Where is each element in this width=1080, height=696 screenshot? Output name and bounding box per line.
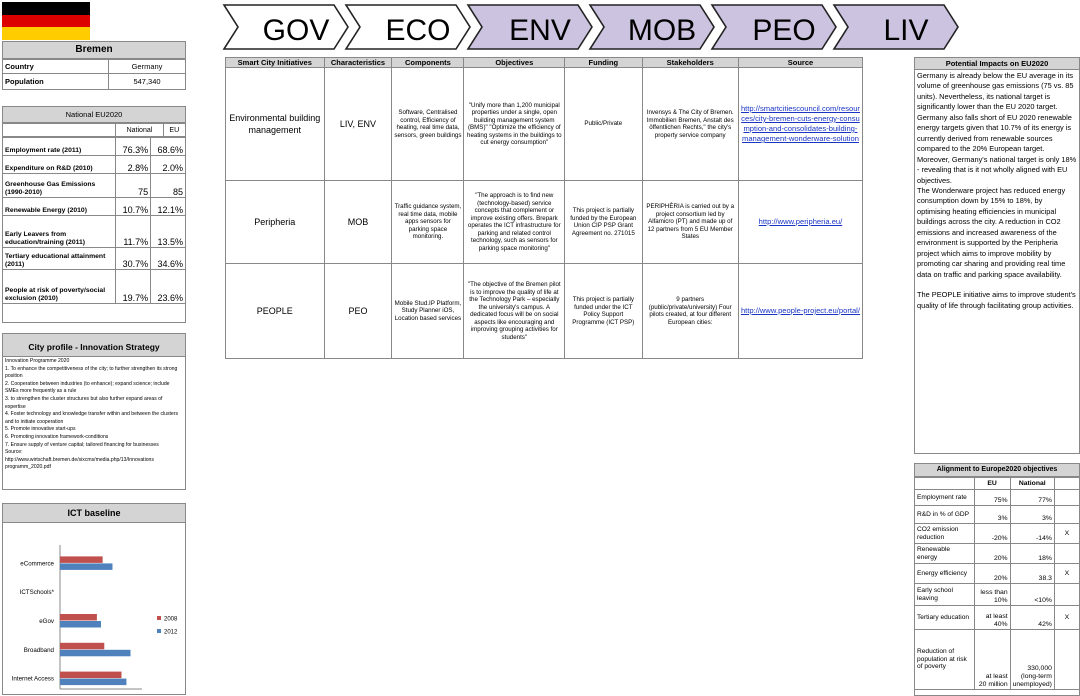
national-value: 30.7% xyxy=(116,248,151,270)
gap-mark xyxy=(1054,490,1079,506)
eu-value: 13.5% xyxy=(151,216,185,248)
country-value: Germany xyxy=(109,60,185,74)
arrow-label-eco: ECO xyxy=(385,14,451,47)
bar-2012 xyxy=(60,621,101,628)
city-table xyxy=(3,59,185,89)
legend-swatch-2008 xyxy=(157,616,161,620)
category-label: eGov xyxy=(39,618,54,625)
impacts-panel xyxy=(914,57,1080,454)
funding: Public/Private xyxy=(565,68,642,181)
national-eu2020-row xyxy=(3,216,185,248)
alignment-row xyxy=(915,506,1079,524)
characteristics: PEO xyxy=(324,264,392,359)
bar-2008 xyxy=(60,614,97,621)
alignment-row xyxy=(915,606,1079,630)
city-profile-text xyxy=(3,357,185,473)
national-target: 18% xyxy=(1010,544,1054,564)
national-eu2020-panel xyxy=(2,106,186,323)
align-col-eu: EU xyxy=(974,478,1010,490)
column-header: Smart City Initiatives xyxy=(226,58,325,68)
col-eu: EU xyxy=(163,124,185,137)
city-profile-title: City profile - Innovation Strategy xyxy=(3,334,185,357)
eu-target: 3% xyxy=(974,506,1010,524)
objective-label: Tertiary education xyxy=(915,606,974,630)
funding: This project is partially funded by the European Union CIP PSP Grant Agreement no. 271015 xyxy=(565,181,642,264)
alignment-row xyxy=(915,490,1079,506)
objective-label: Renewable energy xyxy=(915,544,974,564)
align-header-blank xyxy=(915,478,974,490)
category-label: eCommerce xyxy=(20,560,54,568)
objective-label: Reduction of population at risk of poverty xyxy=(915,630,974,690)
eu-value: 68.6% xyxy=(151,138,185,156)
stakeholders: 9 partners (public/private/university) Four pilots created, at four different European cities: xyxy=(642,264,738,359)
arrow-label-liv: LIV xyxy=(883,14,929,47)
objective-label: R&D in % of GDP xyxy=(915,506,974,524)
gap-mark: X xyxy=(1054,606,1079,630)
national-eu2020-row xyxy=(3,156,185,174)
impacts-title: Potential Impacts on EU2020 xyxy=(915,58,1079,70)
national-target: -14% xyxy=(1010,524,1054,544)
national-eu2020-row xyxy=(3,270,185,304)
profile-line: 1. To enhance the competitiveness of the city; to further strengthen its strong position xyxy=(5,365,178,380)
profile-line: 7. Ensure supply of venture capital; tailored financing for businesses xyxy=(5,441,159,448)
funding: This project is partially funded under the ICT Policy Support Programme (ICT PSP) xyxy=(565,264,642,359)
arrow-label-peo: PEO xyxy=(752,14,816,47)
city-panel xyxy=(2,41,186,90)
source-cell xyxy=(738,68,862,181)
bar-2012 xyxy=(60,650,131,657)
components: Traffic guidance system, real time data, mobile apps sensors for parking space monitoring. xyxy=(392,181,464,264)
national-target: 330,000 (long-term unemployed) xyxy=(1010,630,1054,690)
indicator-label: Employment rate (2011) xyxy=(3,138,116,156)
profile-line: http://www.wirtschaft.bremen.de/sixcms/media.php/13/Innovations programm_2020.pdf xyxy=(5,456,154,471)
components: Software, Centralised control, Efficiency of heating, real time data, sensors, green buildings xyxy=(392,68,464,181)
eu-value: 2.0% xyxy=(151,156,185,174)
germany-flag xyxy=(2,2,90,40)
column-header: Source xyxy=(738,58,862,68)
impact-paragraph: Germany is already below the EU average in its volume of greenhouse gas emissions (75 vs. 85 units). Nevertheless, its national target is significantly lower than the EU 2020 target. Germany also falls short of EU 2020 renewable energy targets given that 10.7% of its energy is currently derived from renewable sources compared to the 20% European target. Moreover, Germany's national target is only 18% - revealing that is it not wholly aligned with EU objectives. xyxy=(917,71,1077,185)
national-eu2020-row xyxy=(3,138,185,156)
category-label: Broadband xyxy=(23,646,54,654)
components: Mobile Stud.IP Platform, Study Planner iOS, Location based services xyxy=(392,264,464,359)
ict-baseline-panel xyxy=(2,503,186,695)
eu-target: 20% xyxy=(974,564,1010,584)
category-label: ICTSchools* xyxy=(19,589,54,597)
national-target: 38.3 xyxy=(1010,564,1054,584)
national-target: 42% xyxy=(1010,606,1054,630)
eu-target: at least 40% xyxy=(974,606,1010,630)
initiative-name: Environmental building management xyxy=(226,68,325,181)
bar-2008 xyxy=(60,643,104,650)
profile-line: 2. Cooperation between industries (to enhance); expand science; include SMEs more frequently as a rule xyxy=(5,380,170,395)
national-eu2020-table xyxy=(3,123,185,137)
alignment-row xyxy=(915,630,1079,690)
eu-target: -20% xyxy=(974,524,1010,544)
indicator-label: Renewable Energy (2010) xyxy=(3,198,116,216)
category-arrows xyxy=(222,4,1080,50)
bar-2008 xyxy=(60,672,122,679)
national-target: <10% xyxy=(1010,584,1054,606)
column-header: Funding xyxy=(565,58,642,68)
eu-value: 23.6% xyxy=(151,270,185,304)
ict-baseline-chart xyxy=(3,523,185,695)
national-eu2020-row xyxy=(3,174,185,198)
country-label: Country xyxy=(3,60,109,74)
ict-baseline-title: ICT baseline xyxy=(3,504,185,523)
source-link[interactable]: http://www.peripheria.eu/ xyxy=(758,217,843,226)
source-link[interactable]: http://www.people-project.eu/portal/ xyxy=(740,306,860,315)
arrow-label-mob: MOB xyxy=(627,14,697,47)
profile-line: Source: xyxy=(5,449,23,456)
align-col-national: National xyxy=(1010,478,1054,490)
characteristics: LIV, ENV xyxy=(324,68,392,181)
indicator-label: Greenhouse Gas Emissions (1990-2010) xyxy=(3,174,116,198)
alignment-title: Alignment to Europe2020 objectives xyxy=(915,464,1079,477)
source-link[interactable]: http://smartcitiescouncil.com/resources/city-bremen-cuts-energy-consumption-and-consolidates-building-management-wonderware-solution xyxy=(740,104,860,143)
impacts-text xyxy=(915,70,1079,311)
column-header: Components xyxy=(392,58,464,68)
stakeholders: Invensys & The City of Bremen. Immobilien Bremen, Anstalt des öffentlichen Rechts," the city's property service company xyxy=(642,68,738,181)
arrow-label-env: ENV xyxy=(509,14,571,47)
national-target: 3% xyxy=(1010,506,1054,524)
objective-label: Energy efficiency xyxy=(915,564,974,584)
column-header: Objectives xyxy=(464,58,565,68)
profile-line: 6. Promoting innovation framework-conditions xyxy=(5,433,109,440)
bar-2012 xyxy=(60,679,126,686)
initiative-row xyxy=(226,68,863,181)
legend-swatch-2012 xyxy=(157,629,161,633)
flag-stripe-black xyxy=(2,2,90,15)
initiative-name: Peripheria xyxy=(226,181,325,264)
eu-value: 34.6% xyxy=(151,248,185,270)
objective-label: CO2 emission reduction xyxy=(915,524,974,544)
gap-mark: X xyxy=(1054,564,1079,584)
impact-paragraph: The Wonderware project has reduced energy consumption down by 15% to 18%, by optimising heating efficiencies in municipal buildings across the city. A reduction in CO2 emissions and increased awareness of the environment is supported by the Peripheria project which aims to improve mobility by promoting car sharing and providing real time data on traffic and parking space availability. xyxy=(917,185,1066,279)
eu-target: 20% xyxy=(974,544,1010,564)
population-value: 547,340 xyxy=(109,74,185,89)
city-profile-panel xyxy=(2,333,186,490)
eu-target: less than 10% xyxy=(974,584,1010,606)
column-header: Stakeholders xyxy=(642,58,738,68)
bar-2012 xyxy=(60,563,112,570)
city-title: Bremen xyxy=(3,42,185,59)
characteristics: MOB xyxy=(324,181,392,264)
national-target: 77% xyxy=(1010,490,1054,506)
national-value: 2.8% xyxy=(116,156,151,174)
objectives: "Unify more than 1,200 municipal properties under a single, open building management system (BMS)" "Optimize the efficiency of heating systems in the buildings to cut energy consumption" xyxy=(464,68,565,181)
national-value: 10.7% xyxy=(116,198,151,216)
indicator-label: Tertiary educational attainment (2011) xyxy=(3,248,116,270)
column-header: Characteristics xyxy=(324,58,392,68)
gap-mark xyxy=(1054,544,1079,564)
col-national: National xyxy=(116,124,163,137)
header-blank xyxy=(3,124,116,137)
initiative-row xyxy=(226,181,863,264)
profile-line: Innovation Programme 2020 xyxy=(5,358,70,364)
align-col-mark xyxy=(1054,478,1079,490)
national-eu2020-row xyxy=(3,248,185,270)
objective-label: Employment rate xyxy=(915,490,974,506)
gap-mark xyxy=(1054,506,1079,524)
legend-label-2012: 2012 xyxy=(164,629,178,636)
alignment-row xyxy=(915,544,1079,564)
flag-stripe-gold xyxy=(2,27,90,40)
national-value: 76.3% xyxy=(116,138,151,156)
alignment-row xyxy=(915,524,1079,544)
national-value: 75 xyxy=(116,174,151,198)
smart-city-table xyxy=(225,57,863,359)
profile-line: 5. Promote innovative start-ups xyxy=(5,426,76,433)
initiative-row xyxy=(226,264,863,359)
national-eu2020-row xyxy=(3,198,185,216)
eu-value: 12.1% xyxy=(151,198,185,216)
impact-paragraph: The PEOPLE initiative aims to improve student's quality of life through facilitating group activities. xyxy=(917,290,1076,310)
eu-target: at least 20 million xyxy=(974,630,1010,690)
stakeholders: PERIPHÈRIA is carried out by a project consortium led by Alfamicro (PT) and made up of 12 partners from 5 EU Member States xyxy=(642,181,738,264)
indicator-label: Expenditure on R&D (2010) xyxy=(3,156,116,174)
initiative-name: PEOPLE xyxy=(226,264,325,359)
objectives: "The approach is to find new (technology-based) service concepts that complement or improve existing offers. Brepark operates the ICT infrastructure for parking and related control technology, such as sensors for parking space monitoring" xyxy=(464,181,565,264)
national-eu2020-title: National EU2020 xyxy=(3,107,185,123)
category-label: Internet Access xyxy=(11,675,54,683)
source-cell xyxy=(738,264,862,359)
legend-label-2008: 2008 xyxy=(164,616,178,623)
bar-2008 xyxy=(60,556,103,563)
gap-mark xyxy=(1054,630,1079,690)
profile-line: 3. to strengthen the cluster structures but also further expand areas of expertise xyxy=(5,395,163,410)
alignment-row xyxy=(915,584,1079,606)
flag-stripe-red xyxy=(2,15,90,28)
population-label: Population xyxy=(3,74,109,89)
objective-label: Early school leaving xyxy=(915,584,974,606)
eu-value: 85 xyxy=(151,174,185,198)
indicator-label: Early Leavers from education/training (2011) xyxy=(3,216,116,248)
objectives: "The objective of the Bremen pilot is to improve the quality of life at the Technology Park – especially the university's campus. A dedicated focus will be on social aspects like encouraging and improving grouping activities for students" xyxy=(464,264,565,359)
gap-mark: X xyxy=(1054,524,1079,544)
national-value: 11.7% xyxy=(116,216,151,248)
national-value: 19.7% xyxy=(116,270,151,304)
eu-target: 75% xyxy=(974,490,1010,506)
gap-mark xyxy=(1054,584,1079,606)
profile-line: 4. Foster technology and knowledge transfer within and between the clusters and to initiate cooperation xyxy=(5,411,179,425)
alignment-table xyxy=(915,477,1079,690)
indicator-label: People at risk of poverty/social exclusion (2010) xyxy=(3,270,116,304)
alignment-row xyxy=(915,564,1079,584)
national-eu2020-rows xyxy=(3,137,185,304)
alignment-panel xyxy=(914,463,1080,696)
arrow-label-gov: GOV xyxy=(262,14,330,47)
source-cell xyxy=(738,181,862,264)
